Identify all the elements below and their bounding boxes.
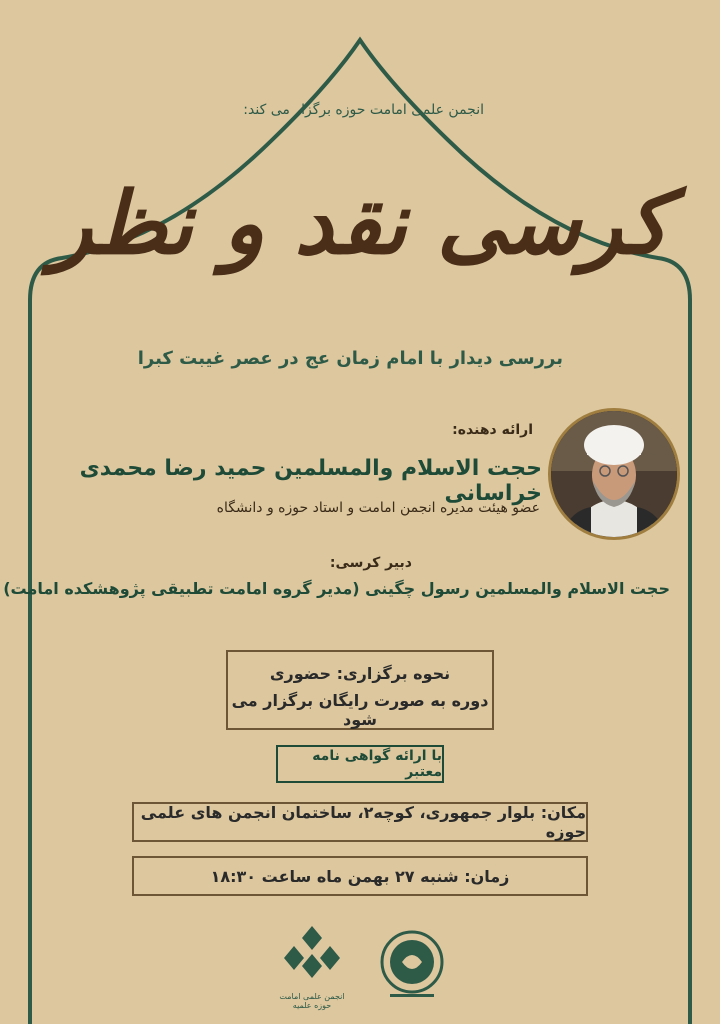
presenter-photo [548,408,680,540]
holding-method: نحوه برگزاری: حضوری [269,664,451,683]
certificate-note: با ارائه گواهی نامه معتبر [276,745,444,783]
association-logo-caption: انجمن علمی امامت حوزه علمیه [279,992,345,1010]
holding-info-box [226,650,494,730]
event-subtitle: بررسی دیدار با امام زمان عج در عصر غیبت کبرا [137,348,563,369]
secretary-name: حجت الاسلام والمسلمین رسول چگینی (مدیر گروه امامت تطبیقی پژوهشکده امامت) [3,579,670,598]
event-title: کرسی نقد و نظر [51,173,669,274]
institute-seal [372,922,452,1006]
organizer-line: انجمن علمی امامت حوزه برگزار می کند: [243,102,484,118]
presenter-name: حجت الاسلام والمسلمین حمید رضا محمدی خراسانی [79,456,542,506]
presenter-label: ارائه دهنده: [452,422,533,438]
time-info: زمان: شنبه ۲۷ بهمن ماه ساعت ۱۸:۳۰ [132,856,588,896]
holding-free-note: دوره به صورت رایگان برگزار می شود [231,691,489,729]
association-logo [272,920,352,1010]
presenter-role: عضو هیئت مدیره انجمن امامت و استاد حوزه و دانشگاه [216,500,540,516]
place-info: مکان: بلوار جمهوری، کوچه۲، ساختمان انجمن های علمی حوزه [132,802,588,842]
association-logo-mark [272,920,352,986]
secretary-label: دبیر کرسی: [329,555,412,571]
